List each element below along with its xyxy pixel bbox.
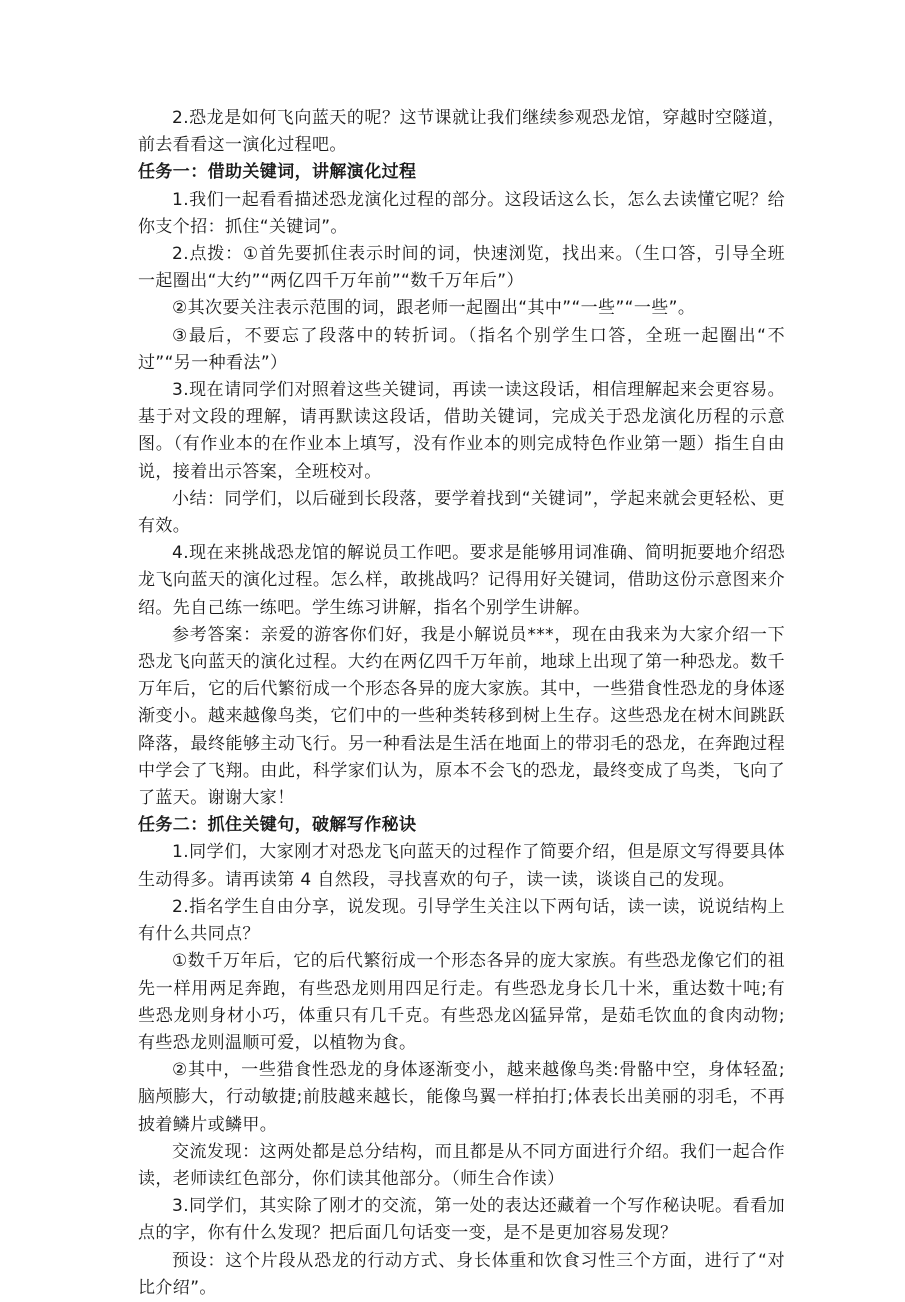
paragraph: ③最后，不要忘了段落中的转折词。（指名个别学生口答，全班一起圈出“不过”“另一种看法”） bbox=[138, 325, 785, 373]
summary-paragraph: 小结：同学们，以后碰到长段落，要学着找到“关键词”，学起来就会更轻松、更有效。 bbox=[138, 488, 785, 537]
quote-paragraph: ①数千万年后，它的后代繁衍成一个形态各异的庞大家族。有些恐龙像它们的祖先一样用两足奔跑，有些恐龙则用四足行走。有些恐龙身长几十米，重达数十吨;有些恐龙则身材小巧，体重只有几千克。有些恐龙凶猛异常，是茹毛饮血的食肉动物;有些恐龙则温顺可爱，以植物为食。 bbox=[138, 951, 785, 1053]
paragraph: 3.同学们，其实除了刚才的交流，第一处的表达还藏着一个写作秘诀呢。看看加点的字，你有什么发现？把后面几句话变一变，是不是更加容易发现？ bbox=[138, 1196, 785, 1244]
paragraph: 2.点拨：①首先要抓住表示时间的词，快速浏览，找出来。（生口答，引导全班一起圈出“大约”“两亿四千万年前”“数千万年后”） bbox=[138, 244, 785, 292]
section-heading: 任务二：抓住关键句，破解写作秘诀 bbox=[138, 815, 417, 836]
paragraph: 1.同学们，大家刚才对恐龙飞向蓝天的过程作了简要介绍，但是原文写得要具体生动得多。请再读第 4 自然段，寻找喜欢的句子，读一读，谈谈自己的发现。 bbox=[138, 842, 785, 890]
paragraph: 预设：这个片段从恐龙的行动方式、身长体重和饮食习性三个方面，进行了“对比介绍”。 bbox=[138, 1250, 785, 1298]
reference-answer-paragraph: 参考答案：亲爱的游客你们好，我是小解说员***，现在由我来为大家介绍一下恐龙飞向蓝天的演化过程。大约在两亿四千万年前，地球上出现了第一种恐龙。数千万年后，它的后代繁衍成一个形态各异的庞大家族。其中，一些猎食性恐龙的身体逐渐变小。越来越像鸟类，它们中的一些种类转移到树上生存。这些恐龙在树木间跳跃降落，最终能够主动飞行。另一种看法是生活在地面上的带羽毛的恐龙，在奔跑过程中学会了飞翔。由此，科学家们认为，原本不会飞的恐龙，最终变成了鸟类，飞向了了蓝天。谢谢大家！ bbox=[138, 624, 785, 809]
section-heading: 任务一：借助关键词，讲解演化过程 bbox=[138, 162, 417, 183]
paragraph: 交流发现：这两处都是总分结构，而且都是从不同方面进行介绍。我们一起合作读，老师读红色部分，你们读其他部分。（师生合作读） bbox=[138, 1141, 785, 1189]
paragraph: 4.现在来挑战恐龙馆的解说员工作吧。要求是能够用词准确、简明扼要地介绍恐龙飞向蓝天的演化过程。怎么样，敢挑战吗？记得用好关键词，借助这份示意图来介绍。先自己练一练吧。学生练习讲解，指名个别学生讲解。 bbox=[138, 543, 785, 618]
paragraph: 3.现在请同学们对照着这些关键词，再读一读这段话，相信理解起来会更容易。基于对文段的理解，请再默读这段话，借助关键词，完成关于恐龙演化历程的示意图。（有作业本的在作业本上填写，没有作业本的则完成特色作业第一题）指生自由说，接着出示答案，全班校对。 bbox=[138, 380, 785, 482]
paragraph: ②其次要关注表示范围的词，跟老师一起圈出“其中”“一些”“一些”。 bbox=[172, 298, 696, 319]
paragraph: 2.指名学生自由分享，说发现。引导学生关注以下两句话，读一读，说说结构上有什么共同点？ bbox=[138, 896, 785, 945]
paragraph: 2.恐龙是如何飞向蓝天的呢？这节课就让我们继续参观恐龙馆，穿越时空隧道，前去看看这一演化过程吧。 bbox=[138, 108, 785, 156]
quote-paragraph: ②其中，一些猎食性恐龙的身体逐渐变小，越来越像鸟类:骨骼中空，身体轻盈;脑颅膨大，行动敏捷;前肢越来越长，能像鸟翼一样拍打;体表长出美丽的羽毛，不再披着鳞片或鳞甲。 bbox=[138, 1060, 785, 1135]
paragraph: 1.我们一起看看描述恐龙演化过程的部分。这段话这么长，怎么去读懂它呢？给你支个招：抓住“关键词”。 bbox=[138, 189, 785, 237]
